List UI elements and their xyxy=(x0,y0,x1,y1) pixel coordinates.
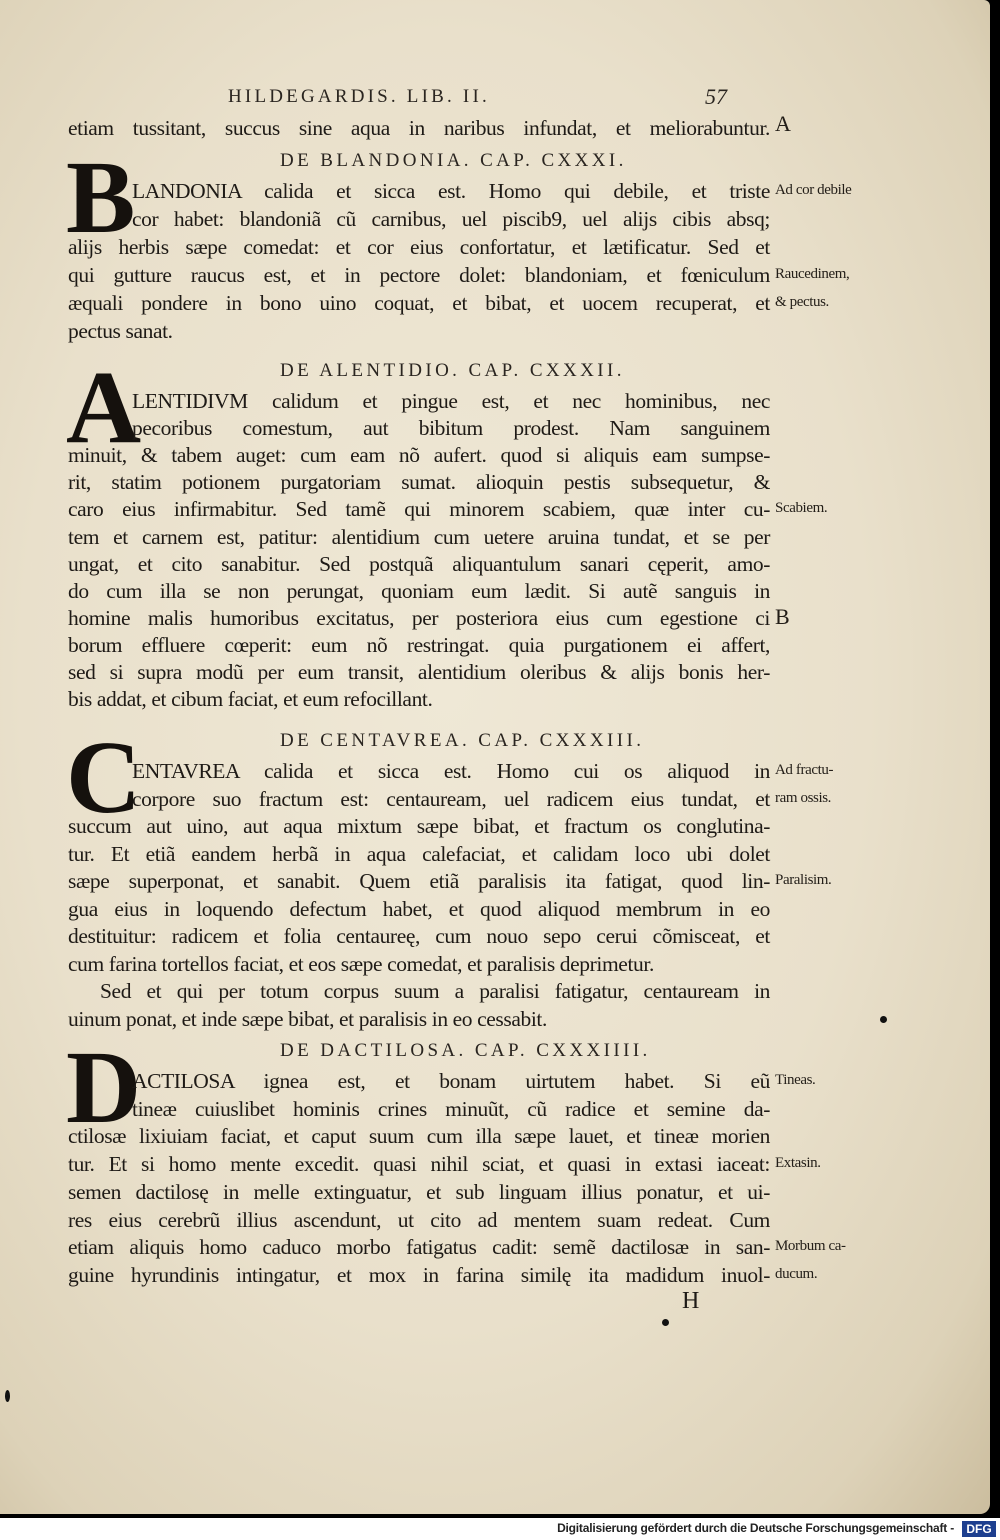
text-line: qui gutture raucus est, et in pectore dolet: blandoniam, et fœniculum xyxy=(68,263,770,287)
text-line: LENTIDIVM calidum et pingue est, et nec hominibus, nec xyxy=(132,389,770,413)
text-line: caro eius infirmabitur. Sed tamẽ qui minorem scabiem, quæ inter cu- xyxy=(68,497,770,522)
signature-mark: H xyxy=(682,1288,700,1314)
text-line: alijs herbis sæpe comedat: et cor eius confortatur, et lætificatur. Sed et xyxy=(68,235,770,259)
margin-letter: A xyxy=(775,111,791,136)
text-line: cor habet: blandoniã cũ carnibus, uel piscib9, uel alijs cibis absq; xyxy=(132,207,770,231)
margin-note: Ad fractu- xyxy=(775,762,834,778)
text-line: res eius cerebrũ illius ascendunt, ut cito ad mentem suam redeat. Cum xyxy=(68,1207,770,1232)
text-line: tem et carnem est, patitur: alentidium cum uetere aruina tundat, et se per xyxy=(68,524,770,549)
dfg-logo: DFG xyxy=(962,1521,996,1537)
margin-note: Paralisim. xyxy=(775,872,832,888)
margin-note: Ad cor debile xyxy=(775,182,852,198)
margin-note: B xyxy=(775,603,790,629)
text-line: semen dactilosę in melle extinguatur, et sub linguam illius ponatur, et ui- xyxy=(68,1179,770,1204)
text-line: etiam aliquis homo caduco morbo fatigatus cadit: semẽ dactilosæ in san- xyxy=(68,1235,770,1260)
footer xyxy=(0,1518,1000,1540)
text-line: homine malis humoribus excitatus, per posteriora eius cum egestione ci xyxy=(68,605,770,630)
text-line: tineæ cuiuslibet hominis crines minuũt, cũ radice et semine da- xyxy=(132,1096,770,1121)
text-line: ctilosæ lixiuiam faciat, et caput suum cum illa sæpe lauet, et tineæ morien xyxy=(68,1124,770,1149)
ink-spot xyxy=(880,1016,887,1023)
margin-note: Morbum ca- xyxy=(775,1238,846,1255)
ink-spot xyxy=(662,1319,669,1326)
text-line: tur. Et si homo mente excedit. quasi nihil sciat, et quasi in extasi iaceat: xyxy=(68,1152,770,1177)
drop-cap: B xyxy=(66,140,136,255)
chapter-heading: DE ALENTIDIO. CAP. CXXXII. xyxy=(280,360,625,381)
footer-credit: Digitalisierung gefördert durch die Deutsche Forschungsgemeinschaft - xyxy=(557,1521,954,1535)
text-line: tur. Et etiã eandem herbã in aqua calefaciat, et calidam loco ubi dolet xyxy=(68,841,770,866)
text-line: Sed et qui per totum corpus suum a paralisi fatigatur, centauream in xyxy=(100,979,770,1003)
text-line: succum aut uino, aut aqua mixtum sæpe bibat, et fractum os conglutina- xyxy=(68,814,770,838)
drop-cap: D xyxy=(66,1030,142,1145)
drop-cap: C xyxy=(66,720,142,835)
ink-spot xyxy=(5,1390,10,1402)
text-line: sæpe superponat, et sanabit. Quem etiã paralisis ita fatigat, quod lin- xyxy=(68,869,770,893)
text-line: pecoribus comestum, aut bibitum prodest. Nam sanguinem xyxy=(132,416,770,441)
running-head: HILDEGARDIS. LIB. II. xyxy=(228,86,490,107)
chapter-heading: DE BLANDONIA. CAP. CXXXI. xyxy=(280,150,627,171)
margin-note: Scabiem. xyxy=(775,500,828,517)
text-line: pectus sanat. xyxy=(68,319,173,343)
text-line: cum farina tortellos faciat, et eos sæpe comedat, et paralisis deprimetur. xyxy=(68,951,654,976)
text-line: bis addat, et cibum faciat, et eum refocillant. xyxy=(68,687,433,712)
text-line: guine hyrundinis intingatur, et mox in farina similę ita madidum inuol- xyxy=(68,1262,770,1287)
margin-note: Extasin. xyxy=(775,1155,821,1172)
text-line: uinum ponat, et inde sæpe bibat, et paralisis in eo cessabit. xyxy=(68,1006,547,1031)
text-line: ungat, et cito sanabitur. Sed postquã aliquantulum sanari cęperit, amo- xyxy=(68,551,770,576)
text-line: gua eius in loquendo defectum habet, et quod aliquod membrum in eo xyxy=(68,896,770,921)
carryover-line: etiam tussitant, succus sine aqua in naribus infundat, et meliorabuntur. xyxy=(68,116,770,140)
drop-cap: A xyxy=(66,350,142,465)
chapter-heading: DE CENTAVREA. CAP. CXXXIII. xyxy=(280,730,645,751)
text-line: minuit, & tabem auget: cum eam nõ aufert. quod si aliquis eam sumpse- xyxy=(68,443,770,468)
text-line: ENTAVREA calida et sicca est. Homo cui os aliquod in xyxy=(132,759,770,783)
text-line: sed si supra modũ per eum transit, alentidium oleribus & alijs bonis her- xyxy=(68,660,770,684)
text-line: do cum illa se non perungat, quoniam eum lædit. Si autẽ sanguis in xyxy=(68,578,770,603)
text-line: corpore suo fractum est: centauream, uel radicem eius tundat, et xyxy=(132,786,770,811)
margin-note: Raucedinem, xyxy=(775,266,850,282)
text-line: LANDONIA calida et sicca est. Homo qui debile, et triste xyxy=(132,179,770,203)
page-number: 57 xyxy=(705,84,727,109)
text-line: borum effluere cœperit: eum nõ restringat. quia purgationem ei affert, xyxy=(68,632,770,657)
text-line: ACTILOSA ignea est, et bonam uirtutem habet. Si eũ xyxy=(132,1069,770,1093)
text-line: æquali pondere in bono uino coquat, et bibat, et uocem recuperat, et xyxy=(68,291,770,315)
chapter-heading: DE DACTILOSA. CAP. CXXXIIII. xyxy=(280,1040,651,1061)
margin-note: Tineas. xyxy=(775,1072,816,1088)
margin-note: ducum. xyxy=(775,1265,818,1282)
margin-note: & pectus. xyxy=(775,294,829,310)
text-line: destituitur: radicem et folia centaureę, cum nouo sepo cerui cõmisceat, et xyxy=(68,924,770,948)
text-line: rit, statim potionem purgatoriam sumat. alioquin pestis subsequetur, & xyxy=(68,470,770,495)
margin-note: ram ossis. xyxy=(775,789,832,806)
